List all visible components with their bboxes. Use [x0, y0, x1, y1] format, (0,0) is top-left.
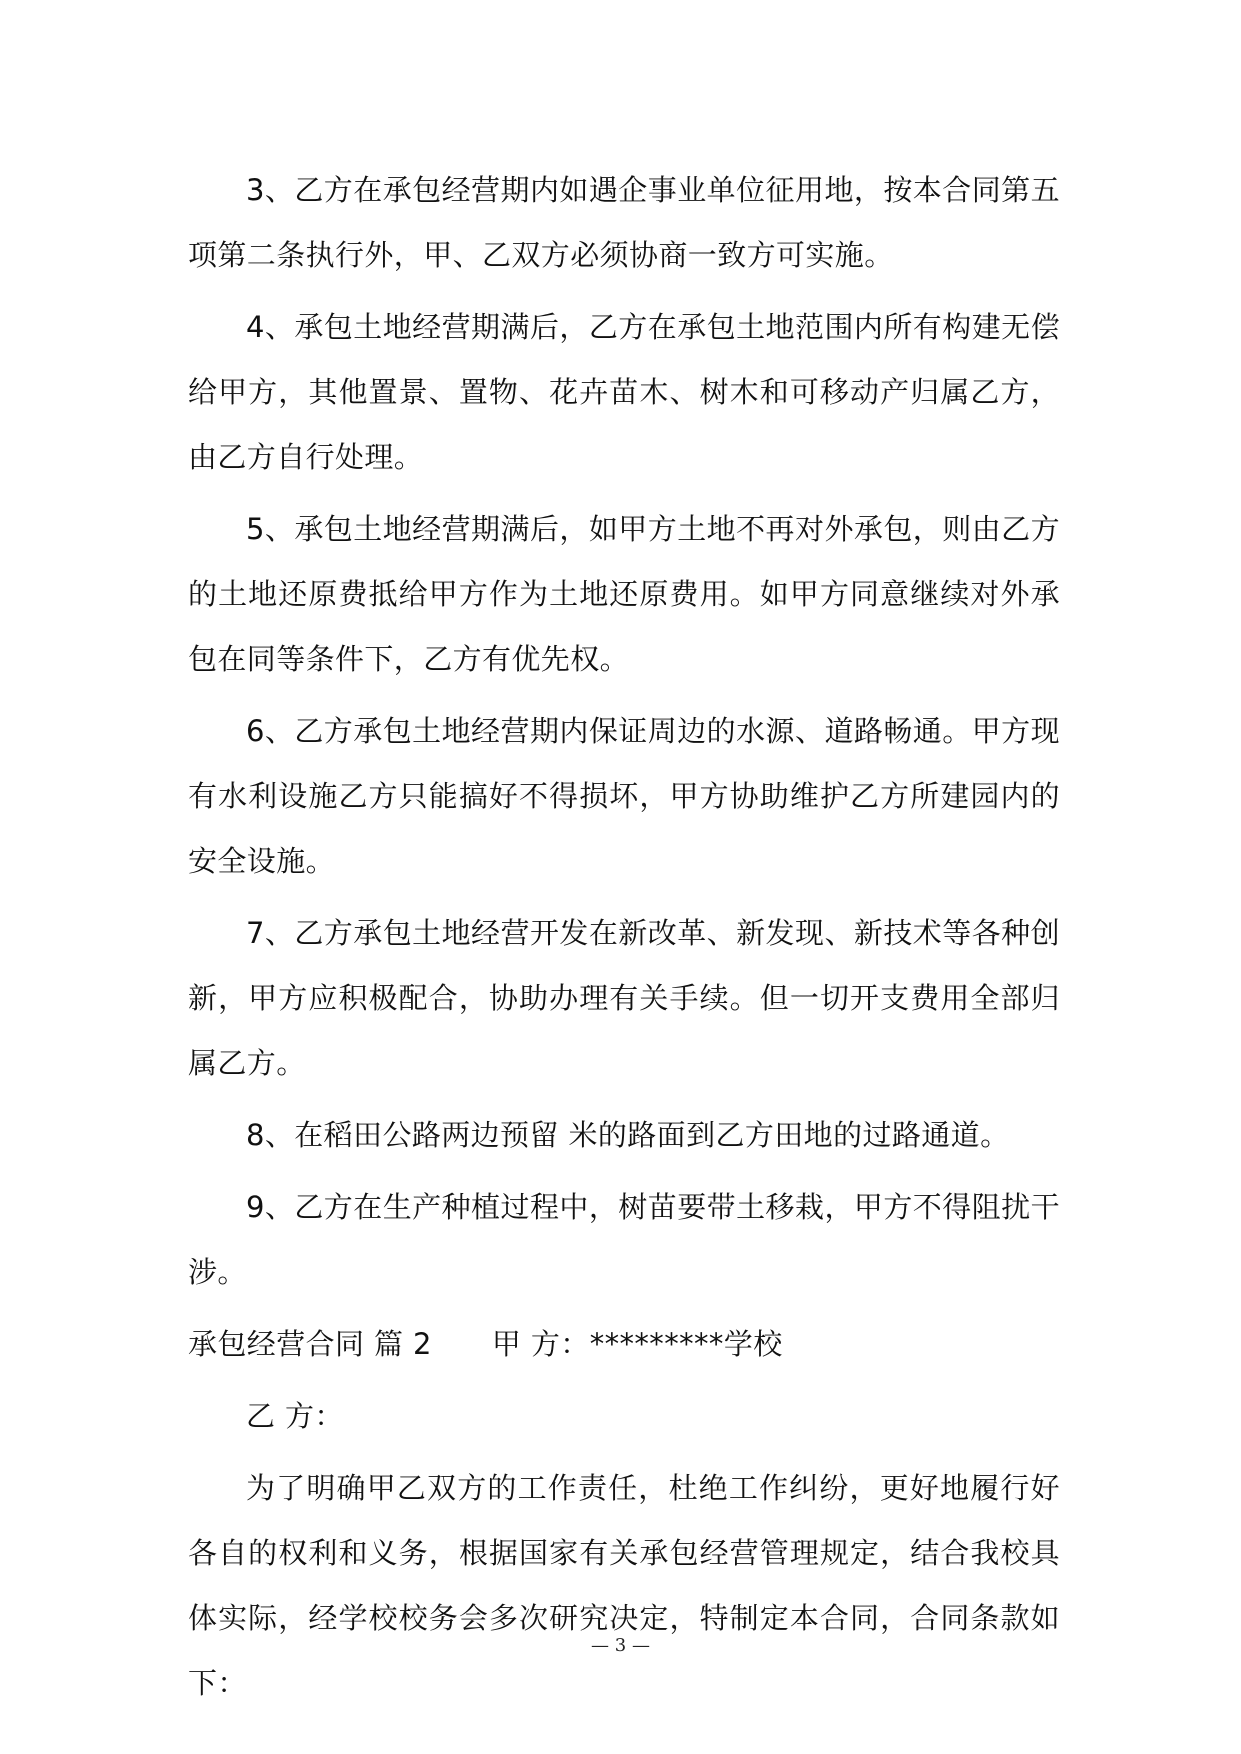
clause-7: 7、乙方承包土地经营开发在新改革、新发现、新技术等各种创新，甲方应积极配合，协助办理有关手续。但一切开支费用全部归属乙方。 [188, 916, 1060, 1080]
clause-5: 5、承包土地经营期满后，如甲方土地不再对外承包，则由乙方的土地还原费抵给甲方作为土地还原费用。如甲方同意继续对外承包在同等条件下，乙方有优先权。 [188, 512, 1060, 676]
contract-intro: 为了明确甲乙双方的工作责任，杜绝工作纠纷，更好地履行好各自的权利和义务，根据国家有关承包经营管理规定，结合我校具体实际，经学校校务会多次研究决定，特制定本合同，合同条款如下： [188, 1471, 1060, 1700]
page-number: — 3 — [591, 1635, 650, 1656]
party-a-label: 甲 方：*********学校 [491, 1327, 783, 1361]
clause-8: 8、在稻田公路两边预留 米的路面到乙方田地的过路通道。 [246, 1118, 1010, 1152]
section-2-heading-line [188, 1312, 1060, 1377]
party-b-label: 乙 方： [246, 1399, 344, 1433]
clause-9: 9、乙方在生产种植过程中，树苗要带土移栽，甲方不得阻扰干涉。 [188, 1190, 1060, 1289]
clause-3: 3、乙方在承包经营期内如遇企事业单位征用地，按本合同第五项第二条执行外，甲、乙双方必须协商一致方可实施。 [188, 173, 1060, 272]
section-2-title: 承包经营合同 篇 2 [188, 1327, 432, 1361]
clause-4: 4、承包土地经营期满后，乙方在承包土地范围内所有构建无偿给甲方，其他置景、置物、花卉苗木、树木和可移动产归属乙方，由乙方自行处理。 [188, 310, 1060, 474]
document-body [188, 158, 1060, 1723]
clause-6: 6、乙方承包土地经营期内保证周边的水源、道路畅通。甲方现有水利设施乙方只能搞好不得损坏，甲方协助维护乙方所建园内的安全设施。 [188, 714, 1060, 878]
